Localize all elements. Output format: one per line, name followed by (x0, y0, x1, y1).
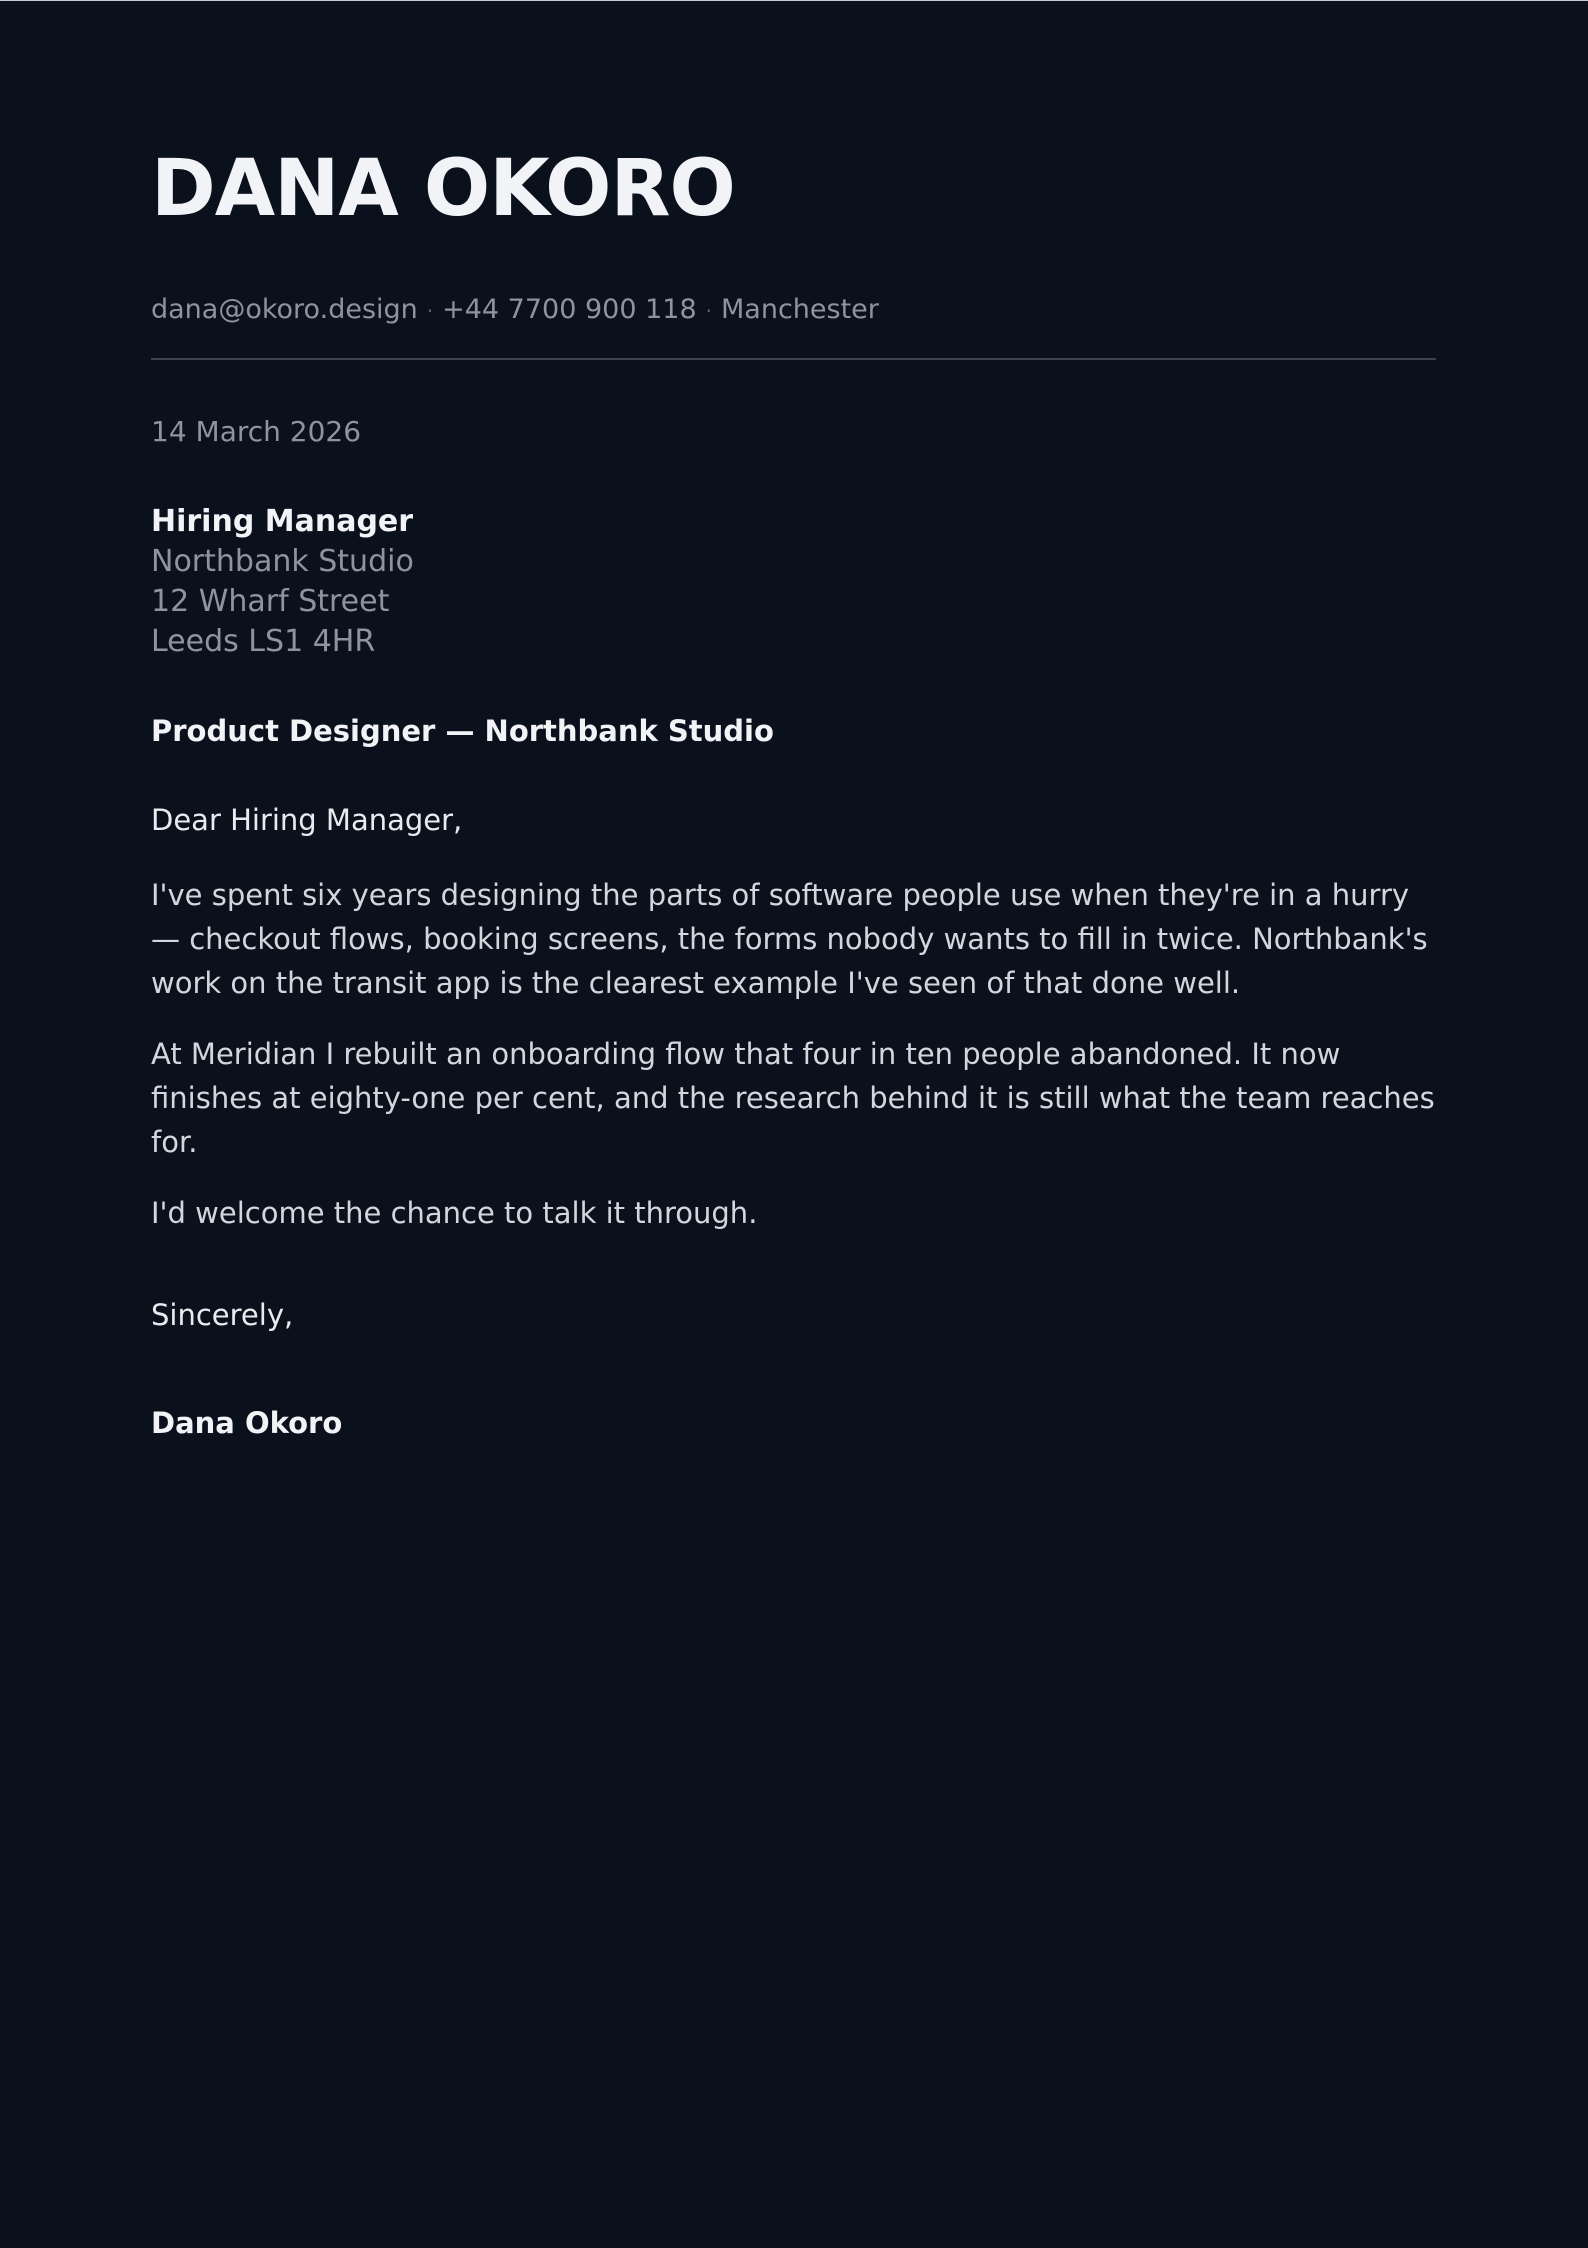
letter-body (151, 873, 1441, 1262)
body-paragraph: I'd welcome the chance to talk it through. (151, 1196, 758, 1230)
salutation: Dear Hiring Manager, (151, 803, 463, 837)
header-divider (151, 358, 1436, 360)
signoff: Sincerely, (151, 1298, 294, 1332)
contact-separator: · (426, 299, 434, 323)
recipient-city: Leeds LS1 4HR (151, 624, 376, 659)
body-paragraph: I've spent six years designing the parts of software people use when they're in a hurry — checkout flows, booking screens, the forms nobody wants to fill in twice. Northbank's work on the transit app is the clearest example I've seen of that done well. (151, 878, 1428, 1000)
contact-separator: · (705, 299, 712, 323)
body-paragraph: At Meridian I rebuilt an onboarding flow that four in ten people abandoned. It now finishes at eighty-one per cent, and the research behind it is still what the team reaches for. (151, 1037, 1435, 1159)
contact-email: dana@okoro.design (151, 294, 418, 325)
contact-location: Manchester (721, 294, 879, 325)
contact-phone: +44 7700 900 118 (442, 294, 697, 325)
contact-line (151, 292, 879, 329)
letter-date: 14 March 2026 (151, 415, 362, 448)
recipient-company: Northbank Studio (151, 544, 414, 579)
recipient-name: Hiring Manager (151, 504, 414, 539)
signature-name: Dana Okoro (151, 1406, 343, 1440)
applicant-name: DANA OKORO (151, 144, 735, 234)
recipient-block (151, 502, 414, 662)
recipient-street: 12 Wharf Street (151, 584, 390, 619)
top-edge-line (0, 0, 1588, 1)
letter-subject: Product Designer — Northbank Studio (151, 714, 774, 748)
